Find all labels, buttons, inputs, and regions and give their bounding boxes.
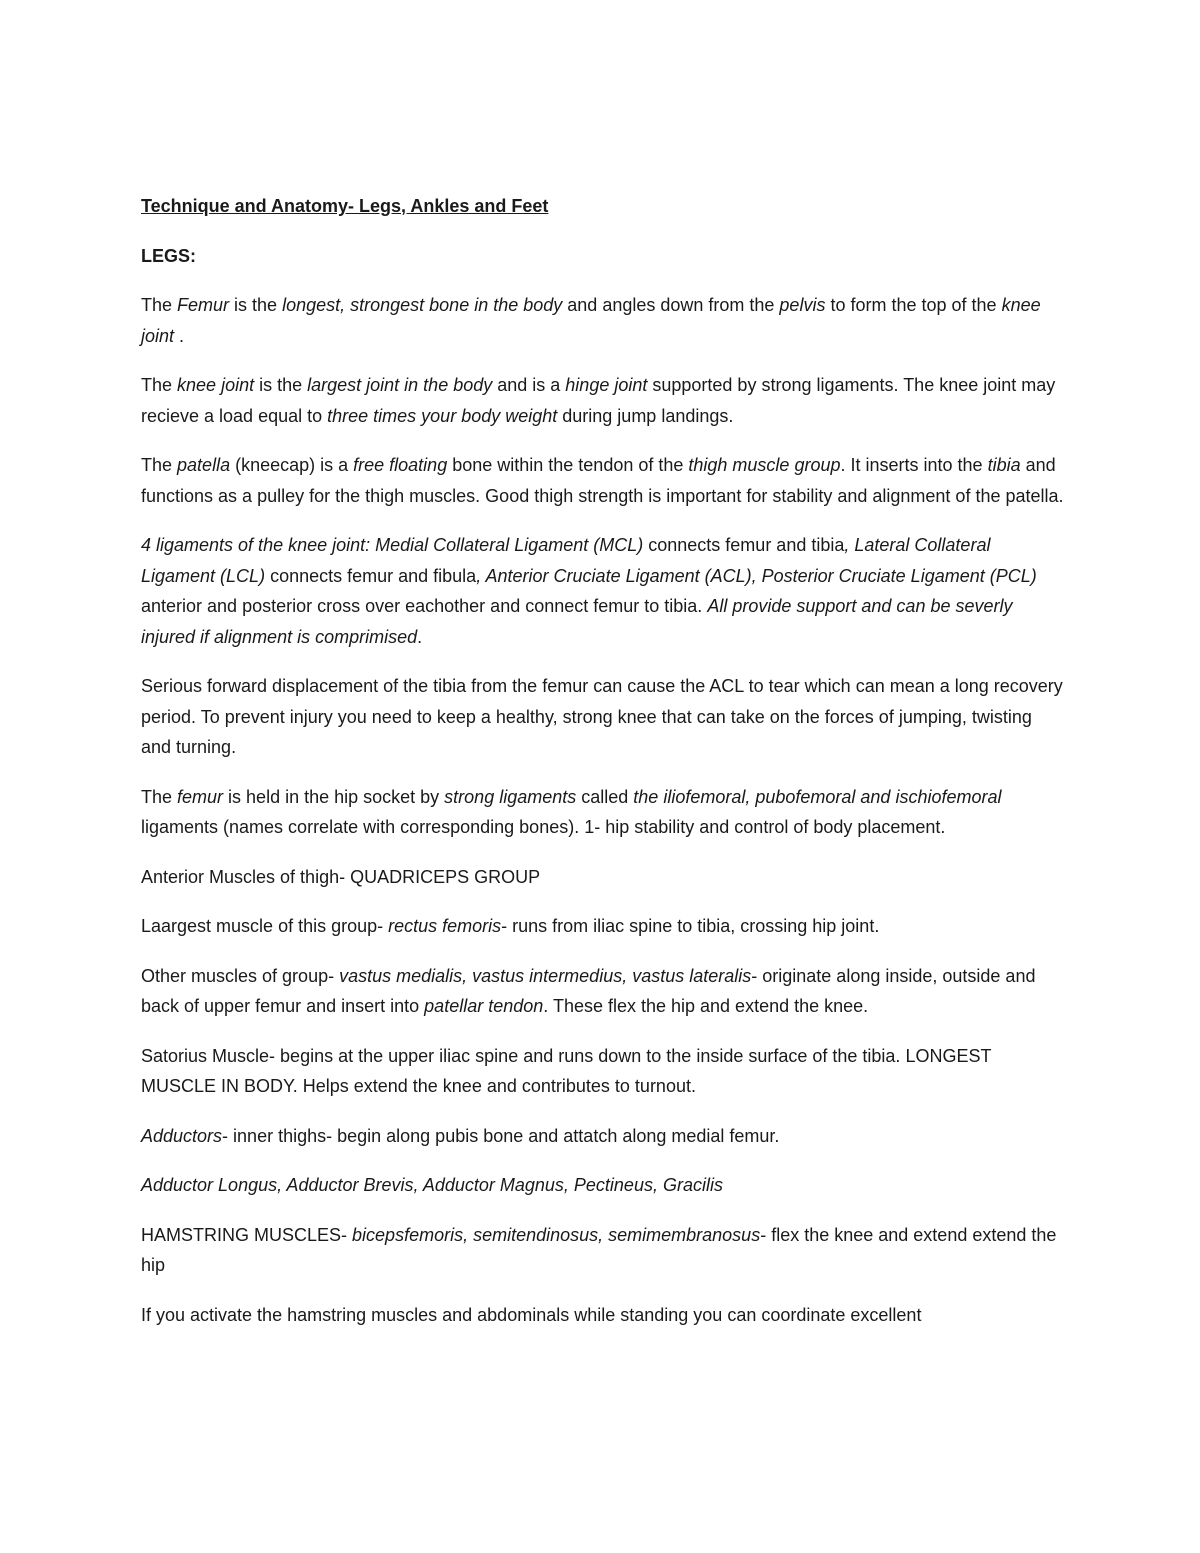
paragraph-adductor-list bbox=[141, 1170, 1066, 1201]
paragraph-hamstrings bbox=[141, 1220, 1066, 1281]
italic-text-run: free floating bbox=[353, 455, 448, 475]
text-run: . bbox=[174, 325, 185, 346]
italic-text-run: the iliofemoral, pubofemoral and ischiofemoral bbox=[633, 786, 1002, 807]
text-run: The bbox=[141, 455, 178, 475]
paragraph-rectus-femoris bbox=[141, 911, 1066, 942]
text-run: is the bbox=[254, 375, 308, 395]
italic-text-run: vastus medialis, vastus intermedius, vastus lateralis bbox=[339, 965, 752, 986]
text-run: supported by strong ligaments. The knee joint may recieve a load equal to bbox=[141, 375, 1056, 426]
text-run: is held in the hip socket by bbox=[223, 786, 445, 807]
text-run: - flex the knee and extend extend the hip bbox=[141, 1224, 1057, 1275]
italic-text-run: longest, strongest bone in the body bbox=[282, 295, 563, 315]
paragraph-femur bbox=[141, 290, 1066, 351]
paragraph-satorius bbox=[141, 1041, 1066, 1102]
italic-text-run: patella bbox=[177, 455, 231, 475]
paragraph-adductors bbox=[141, 1121, 1066, 1152]
italic-text-run: 4 ligaments of the knee joint: Medial Collateral Ligament (MCL) bbox=[141, 535, 644, 555]
italic-text-run: pelvis bbox=[779, 295, 826, 315]
text-run: . These flex the hip and extend the knee. bbox=[543, 996, 869, 1016]
text-run: Laargest muscle of this group- bbox=[141, 916, 389, 936]
text-run: (kneecap) is a bbox=[230, 455, 354, 475]
paragraph-knee-ligaments bbox=[141, 530, 1066, 652]
italic-text-run: strong ligaments bbox=[444, 786, 577, 807]
italic-text-run: Femur bbox=[177, 295, 230, 315]
text-run: Satorius Muscle- begins at the upper iliac spine and runs down to the inside surface of the tibia. LONGEST MUSCLE IN BODY. Helps extend the knee and contributes to turnout. bbox=[141, 1045, 992, 1096]
paragraph-activation bbox=[141, 1300, 1066, 1331]
text-run: Other muscles of group- bbox=[141, 965, 340, 986]
text-run: The bbox=[141, 375, 178, 395]
italic-text-run: thigh muscle group bbox=[688, 455, 841, 475]
italic-text-run: knee joint bbox=[141, 295, 1041, 346]
italic-text-run: tibia bbox=[987, 455, 1021, 475]
italic-text-run: knee joint bbox=[177, 375, 255, 395]
text-run: The bbox=[141, 295, 178, 315]
text-run: - originate along inside, outside and back of upper femur and insert into bbox=[141, 965, 1036, 1016]
paragraph-patella bbox=[141, 450, 1066, 511]
text-run: is the bbox=[229, 295, 283, 315]
text-run: - inner thighs- begin along pubis bone and attatch along medial femur. bbox=[222, 1125, 780, 1146]
text-run: and functions as a pulley for the thigh muscles. Good thigh strength is important for stability and alignment of the patella. bbox=[141, 455, 1064, 506]
italic-text-run: femur bbox=[177, 786, 224, 807]
document-title: Technique and Anatomy- Legs, Ankles and Feet bbox=[141, 196, 549, 216]
text-run: and is a bbox=[492, 375, 566, 395]
text-run: bone within the tendon of the bbox=[447, 455, 689, 475]
text-run: - runs from iliac spine to tibia, crossing hip joint. bbox=[501, 916, 880, 936]
text-run: called bbox=[576, 786, 634, 807]
italic-text-run: Adductor Longus, Adductor Brevis, Adductor Magnus, Pectineus, Gracilis bbox=[141, 1175, 723, 1195]
italic-text-run: , Anterior Cruciate Ligament (ACL), Posterior Cruciate Ligament (PCL) bbox=[476, 565, 1037, 586]
paragraph-hip-ligaments bbox=[141, 782, 1066, 843]
text-run: connects femur and fibula bbox=[265, 565, 477, 586]
italic-text-run: Adductors bbox=[141, 1125, 223, 1146]
italic-text-run: largest joint in the body bbox=[307, 375, 493, 395]
text-run: . It inserts into the bbox=[840, 455, 988, 475]
italic-text-run: three times your body weight bbox=[327, 405, 558, 426]
italic-text-run: bicepsfemoris, semitendinosus, semimembranosus bbox=[352, 1224, 761, 1245]
italic-text-run: , Lateral Collateral Ligament (LCL) bbox=[141, 535, 991, 586]
text-run: ligaments (names correlate with corresponding bones). 1- hip stability and control of body placement. bbox=[141, 817, 946, 837]
document-body bbox=[141, 191, 1066, 1349]
section-heading-legs: LEGS: bbox=[141, 245, 197, 266]
paragraph-acl-injury bbox=[141, 671, 1066, 763]
text-run: HAMSTRING MUSCLES- bbox=[141, 1224, 353, 1245]
text-run: connects femur and tibia bbox=[643, 535, 845, 555]
text-run: Anterior Muscles of thigh- QUADRICEPS GROUP bbox=[141, 866, 541, 887]
text-run: anterior and posterior cross over eachother and connect femur to tibia. bbox=[141, 596, 708, 616]
paragraph-quadriceps-heading bbox=[141, 862, 1066, 893]
paragraph-knee-joint bbox=[141, 370, 1066, 431]
italic-text-run: patellar tendon bbox=[424, 996, 544, 1016]
italic-text-run: All provide support and can be severly injured if alignment is comprimised bbox=[141, 596, 1013, 647]
text-run: during jump landings. bbox=[557, 405, 734, 426]
text-run: . bbox=[417, 626, 423, 647]
text-run: Serious forward displacement of the tibia from the femur can cause the ACL to tear which can mean a long recovery period. To prevent injury you need to keep a healthy, strong knee that can take on the forces of jumping, twisting and turning. bbox=[141, 676, 1063, 757]
paragraph-vastus-muscles bbox=[141, 961, 1066, 1022]
text-run: The bbox=[141, 786, 178, 807]
italic-text-run: hinge joint bbox=[565, 375, 648, 395]
text-run: If you activate the hamstring muscles and abdominals while standing you can coordinate excellent bbox=[141, 1304, 922, 1325]
italic-text-run: rectus femoris bbox=[388, 916, 502, 936]
text-run: and angles down from the bbox=[562, 295, 780, 315]
text-run: to form the top of the bbox=[825, 295, 1002, 315]
